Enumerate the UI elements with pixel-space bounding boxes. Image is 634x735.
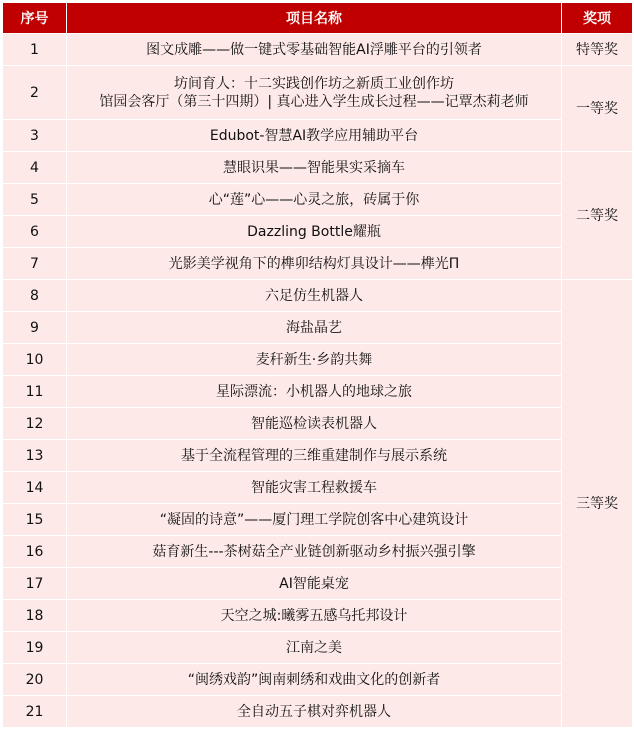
row-index: 13 (3, 440, 67, 472)
row-index: 12 (3, 408, 67, 440)
table-row (3, 632, 633, 664)
row-index: 10 (3, 344, 67, 376)
row-index: 17 (3, 568, 67, 600)
table-row (3, 472, 633, 504)
row-project-line-2: 馆园会客厅（第三十四期）| 真心进入学生成长过程——记覃杰莉老师 (99, 93, 529, 110)
award-special: 特等奖 (562, 34, 633, 66)
header-project: 项目名称 (67, 3, 562, 34)
row-project: 图文成雕——做一键式零基础智能AI浮雕平台的引领者 (67, 34, 562, 66)
award-second: 二等奖 (562, 152, 633, 280)
row-project: 全自动五子棋对弈机器人 (67, 696, 562, 728)
header-award: 奖项 (562, 3, 633, 34)
table-row (3, 216, 633, 248)
table-row (3, 600, 633, 632)
row-index: 20 (3, 664, 67, 696)
row-project: AI智能桌宠 (67, 568, 562, 600)
table-row (3, 664, 633, 696)
row-project (67, 66, 562, 120)
row-index: 18 (3, 600, 67, 632)
row-project: Dazzling Bottle耀瓶 (67, 216, 562, 248)
row-index: 8 (3, 280, 67, 312)
row-project: 天空之城:曦雾五感乌托邦设计 (67, 600, 562, 632)
table-row (3, 184, 633, 216)
row-project: 心“莲”心——心灵之旅，砖属于你 (67, 184, 562, 216)
row-index: 11 (3, 376, 67, 408)
table-row (3, 568, 633, 600)
row-index: 1 (3, 34, 67, 66)
row-project: 慧眼识果——智能果实采摘车 (67, 152, 562, 184)
row-index: 16 (3, 536, 67, 568)
row-project: 智能灾害工程救援车 (67, 472, 562, 504)
table-row (3, 120, 633, 152)
award-third: 三等奖 (562, 280, 633, 728)
table-row (3, 344, 633, 376)
row-index: 14 (3, 472, 67, 504)
table-row (3, 440, 633, 472)
row-project: 星际漂流：小机器人的地球之旅 (67, 376, 562, 408)
table-row (3, 66, 633, 120)
row-project: Edubot-智慧AI教学应用辅助平台 (67, 120, 562, 152)
row-index: 21 (3, 696, 67, 728)
row-project: 基于全流程管理的三维重建制作与展示系统 (67, 440, 562, 472)
table-row (3, 34, 633, 66)
row-project: 海盐晶艺 (67, 312, 562, 344)
row-project: 六足仿生机器人 (67, 280, 562, 312)
row-project: 江南之美 (67, 632, 562, 664)
table-row (3, 504, 633, 536)
row-project: “凝固的诗意”——厦门理工学院创客中心建筑设计 (67, 504, 562, 536)
row-project: 菇育新生---茶树菇全产业链创新驱动乡村振兴强引擎 (67, 536, 562, 568)
row-index: 15 (3, 504, 67, 536)
row-index: 5 (3, 184, 67, 216)
row-index: 19 (3, 632, 67, 664)
header-index: 序号 (3, 3, 67, 34)
table-row (3, 376, 633, 408)
row-project-line-1: 坊间育人：十二实践创作坊之新质工业创作坊 (174, 75, 454, 92)
table-row (3, 312, 633, 344)
table-row (3, 696, 633, 728)
award-first: 一等奖 (562, 66, 633, 152)
row-index: 4 (3, 152, 67, 184)
header-row (3, 3, 633, 34)
row-project: 麦秆新生·乡韵共舞 (67, 344, 562, 376)
row-project: 光影美学视角下的榫卯结构灯具设计——榫光Π (67, 248, 562, 280)
row-index: 6 (3, 216, 67, 248)
table-row (3, 536, 633, 568)
row-project: “闽绣戏韵”闽南刺绣和戏曲文化的创新者 (67, 664, 562, 696)
row-index: 7 (3, 248, 67, 280)
awards-table (2, 2, 633, 728)
row-index: 9 (3, 312, 67, 344)
row-index: 2 (3, 66, 67, 120)
table-row (3, 408, 633, 440)
table-row (3, 280, 633, 312)
table-row (3, 152, 633, 184)
row-index: 3 (3, 120, 67, 152)
row-project: 智能巡检读表机器人 (67, 408, 562, 440)
table-row (3, 248, 633, 280)
